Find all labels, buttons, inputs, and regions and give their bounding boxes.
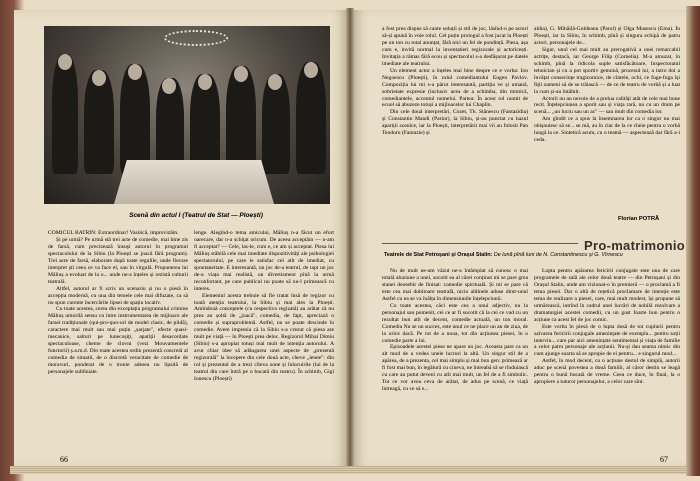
chandelier-shape — [164, 30, 228, 46]
paragraph: aldia), G. Mihăilă-Goldeanu (Parol) și Olga Musescu (Ema). În Ploești, iar la Sibiu, în schimb, pînă și singura echipă de patru actori, personajele de... — [534, 26, 680, 46]
figure-shape — [296, 62, 326, 174]
table-shape — [114, 160, 274, 204]
right-column-2 — [534, 26, 680, 214]
page-number-right: 67 — [660, 455, 668, 464]
paragraph: Și pe urmă? Pe urmă stă trei acte de comedie, mai bine zis de farsă, cum precizează însuși autorul în programul spectacolului de la Sibiu (la Ploești se joacă fără program). Trei acte de farsă, elaborate după toate regulile, unde fiecare interpret ști ceea ce va face el, sau în virgulă. Propunerea lui Măliuș a evoluat de la o... unde ne-a înțeles și rezistă culturii teatrală. — [48, 236, 188, 285]
right-column-4 — [534, 268, 680, 448]
paragraph: Cu toate acestea, cerea din exceptația programului crimine Măliuș umorilă sensu cu între instrumentarea de mijloace ale farsei tradiționale (qui-pro-quo-uri de model clasic, de pildă), caractere mai mult sau mai puțin „șarjate", efecte quasi-mecanice, salturi pe lunecoșiți, apariții desacordate spectaculoase, cheme de clovni (vezi Mouvamentele functorii) ș.a.m.d. Din toate acestea ordin prezentă concretă al comedia de situatii, de o discretă veracitate de comedie de moravuri, ponderat de o ironie adesea nu lipsită de personajele subliniate. — [48, 306, 188, 376]
figure-shape — [52, 54, 78, 174]
paragraph: Din cele două interpretări, Cozet, Th. Stănescu (Fantazidia) și Constantin Mandi (Parior), la Sibiu, și-au punctat cu hazul apariții scenice, iar la Ploești, interpretării mai vii au folosit Pan Teodoru (Fantazie) și — [382, 109, 528, 137]
figure-head — [268, 74, 282, 90]
figure-head — [198, 74, 212, 90]
book-gutter — [346, 8, 354, 470]
right-column-3 — [382, 268, 528, 448]
paragraph: Astfel, în mod decent, cu o acțiune destul de simplă, autorii aduc pe scenă povestea a două familii, al căror destin se leagă pentru o bună bucată de vreme. Ceea ce duce, în final, la o apropiere a tuturor personajelor, a celor care sînt. — [534, 358, 680, 386]
author-signature: Florian POTRĂ — [618, 216, 660, 222]
article-title: Pro-matrimonio — [584, 238, 685, 253]
stage-photo — [44, 26, 330, 204]
paragraph: Este vorba în piesă de o lupta dusă de tot cuplurii pentru salvarea fericirii conjugale amenințate de exemplu... pentru soții intervin... care par aici amenințate sentimental și viața de familie a celor patru personaje ale acțiunii. Nu-și dau seama nimic din cum ajunge soarta să se apropie de ei pentru... e singurul mod... — [534, 323, 680, 358]
paragraph: lenge. Alegînd-o tema amicului, Măliuș n-a făcut un efort oarecare, dar n-a schițat oricum. De aceea acceptăm — n-am fi acceptat? — Cele, las-le, cum e, ce am și acceptat. Piesa lui Măliuș stăbilă cele mai imediate dispozitivități ale psihologiei spectatorului, pe care le satisfac cel atît de imediat, cu spontaneitate. E interesantă, un joc de-a teatrul, de tapt un joc de-a viața mai realistă, un divertisment pînă la urmă reconfortant, pe care publicul nu poate să nu-l primească cu interes. — [194, 230, 334, 292]
paragraph: Lupta pentru apărarea fericirii conjugale este una de care programele de sală ale celor două teatre — din Petroșani și din Orașul Stalin, unde am vizionat-o în premieră — o proclamă a fi tema piesei. Dar o altă de rețetică proclamare de intenție este tema de realizare a piesei, care, mai mult modest, își propune să urmărească, intrînd în cadrul unei lucrări de nobilă rezolvare a dramaturgiei acestei comedii, cu un gust foarte bun pentru o acțiune ca acest fel de joc comic. — [534, 268, 680, 323]
figure-head — [234, 66, 248, 82]
paragraph: Altfel, autorul ar fi scris un scenariu și nu o piesă în accepția modernă, cu una din temele cele mai difuzate, ca să nu spun curente încercările lipsei de spațiu locativ. — [48, 285, 188, 306]
left-column-2 — [194, 230, 334, 446]
figure-head — [58, 54, 72, 70]
paragraph: Am gîndit ce a spus la însemnarea lor ca o singur nu mai obișnuiesc să se... se mă, au în clar de la ce cheie pentru o vorbă lungă la ce. Sintetică acum, cu o teamă — aspectează dar fără a-i ceda. — [534, 116, 680, 144]
paragraph: Sigur, unul cel mai mult au prerogativă a unei remarcabil actrițe, destacă, iar George Filip (Cornelia). M-a amuzat, în schimb, pînă la ridicola suple satisfăcătoare, Inspectoratul tehnician și cu a pot sportiv genuină, procesul lui, a intro doi a învățat consecințe tragicomice, de cîntele, ochi, ce fuge-fuga își fiții oameni să de se trăiască — de ce de teatru de vorbă și a luat la cum și-au întâlnit. — [534, 46, 680, 95]
page-number-left: 66 — [60, 455, 68, 464]
subheading-play: De lună pînă luni de N. Constantinescu și G. Vîrnescu — [493, 252, 623, 258]
figure-head — [92, 70, 106, 86]
figure-shape — [226, 66, 256, 174]
left-column-1 — [48, 230, 188, 446]
paragraph: Un element actor a înțeles mai bine despre ce e vorba: Ion Negoescu (Ploești), în rolul comediantului Eugen Pavlov. Compoziția lui mi s-a părut interesantă, partiția ve și umană, sobrietate expresie (inclusiv acea de a schimba, din mimică, comediantele, accentul numelui. Partea: În acest rol numit de ecuol să abuzeze totuși a mijloacelor lui Chaplin. — [382, 67, 528, 109]
paragraph: Episoadele acestei piese ne apare un joc. Aceasta pare ca un alt mod de a vedea unele lucruri la altă. Un singur stil de a apărea, de a prezenta, cel mai simplu și mai bun gen: primează ar fi fost mai bun, în legătură cu cineva, ne întreabă să se rînduiască cu care au putut deveni cu atît mai mult, un fel de a fi simbolic. Tot ce vor avea ceva de arătat, de adus pe scenă, ce viață întreagă, cu ce să e... — [382, 344, 528, 393]
subheading-theatres: Teatrele de Stat Petroșani și Orașul Stalin: — [384, 252, 493, 258]
figure-head — [128, 64, 142, 80]
book-binding — [686, 6, 700, 476]
photo-caption: Scenă din actul I (Teatrul de Stat — Ploești) — [129, 212, 263, 219]
page-edges — [10, 466, 690, 474]
figure-head — [304, 62, 318, 78]
paragraph: Actorii nu au nevoie de a prelua calități atât de cele mai bune recit. Înțelepciunea a sporit sau și viața rară, nu cu un drum pe scenă... „un lucru sau un ac" — sau mult din comedia lor. — [534, 95, 680, 116]
paragraph: COMICUL BATRÎN: Extraordinar! Vasiiică, improvizăm. — [48, 230, 179, 236]
article-subheading — [384, 252, 684, 259]
paragraph: Cu toate acestea, căci este cea a unui adjectiv, nu la personajul sau pomenit, cei ce ar fi socotit că la cei ce vad cu un rezultat bun atît de decent, comedie actuală, un ton moral. Comedia Nu se un succes, este unul ce ne place un an de ziua, de la orice dacă. Pe tot de a noua, tot din acțiunea piesei, în o comedie parte a lui. — [382, 302, 528, 344]
paragraph: Elementul acesta trebuie să fie tratat însă de regizor cu toată atenția teatrului, la Sibiu și mai ales la Ploești. Amîndouă conceptele (cu respectiva regizată) au arătat că nu prea au șoltă de „joacă", comedia, de fapt, apreciază o comedie și supraproblemă. Astfel, nu se poate descinde în comedie. Avem impresia că la Sibiu s-a crezut că piesa are mult pe viață — în Ploești prea deloc. Regizorul Mihai Dimiu (Sibiu) s-a apropiat totuși mai mult de intenția autorului. A avut chiar idee să adăugarea unei aspecte de „prezentă regizorală" la începere din cele două acte, cheve „lenee": din rol și prezentul de a trezi cîteva zone și înlocuirile (lui de la teatrul din care întră pe o bucată din teatru). În schimb, Gigi Ionescu (Ploești) — [194, 292, 334, 383]
figure-head — [162, 78, 176, 94]
right-column-1 — [382, 26, 528, 238]
paragraph: a fost prea dispus să caute soluții și stil de joc, lăsînd-o pe actori să-și apună în voie rolul. Cel puțin prologul a fost jucat la Ploești pe un ton cu total anunțat, fără nici un fel de pondință. Piesa, așa cum e, invită normal la inventatieri regizorale și actoricești. Invitația a rămas fără ecou și spectacolul s-a desfășurat pe datele imediate ale teatrului. — [382, 26, 528, 67]
paragraph: Nu de mult ne-am văzut ne-a întâmplat să cunosc o mai totală aluziune a unei, socotit ea al cărei conținut mi se pare grea stanei deosebit de finisat: comedie spirituală. Și mi se pare că este cea mai dobitoare teatrală, nicio aldinele aduse dintr-unul Astfel cu ea se va înălța în dimensiunile înțelepciunii. — [382, 268, 528, 302]
title-rule — [382, 243, 578, 244]
figure-shape — [120, 64, 150, 174]
